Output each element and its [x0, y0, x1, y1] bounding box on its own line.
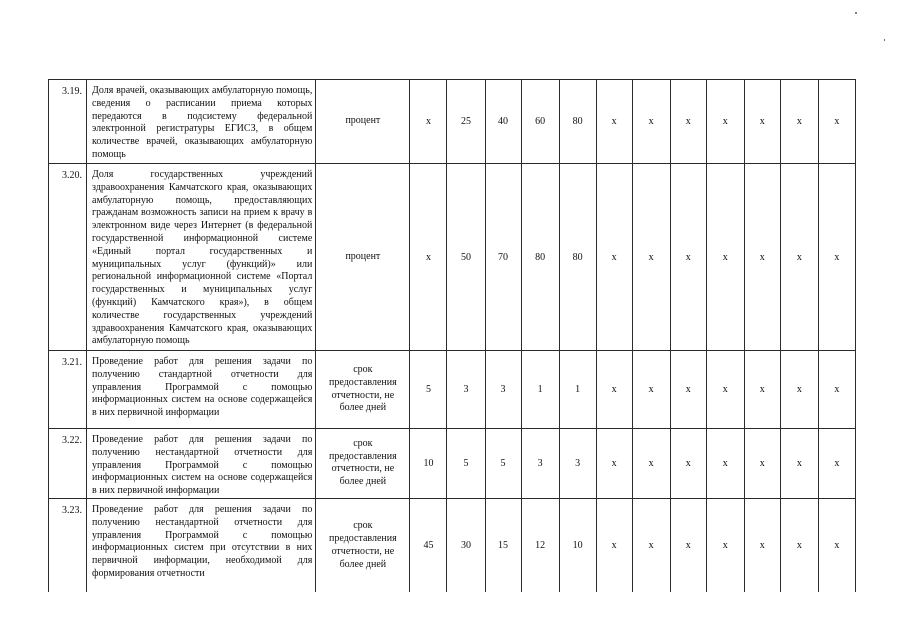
unit-of-measure: процент [316, 164, 410, 351]
value-cell: 10 [559, 498, 596, 592]
row-number: 3.19. [49, 80, 87, 164]
value-cell: х [706, 498, 744, 592]
indicator-description: Доля врачей, оказывающих амбулаторную помощь, сведения о расписании приема которых передаются в подсистему федеральной электронной регистратуры ЕГИСЗ, в общем количестве врачей, оказывающих амбулаторную помощь [87, 80, 316, 164]
value-cell: х [706, 351, 744, 429]
unit-of-measure: срок предоставления отчетности, не более дней [316, 429, 410, 499]
indicators-table [48, 79, 856, 592]
value-cell: х [818, 164, 855, 351]
value-cell: х [670, 351, 706, 429]
unit-of-measure: срок предоставления отчетности, не более дней [316, 351, 410, 429]
value-cell: х [706, 80, 744, 164]
table-row [49, 164, 856, 351]
value-cell: х [410, 80, 447, 164]
value-cell: 10 [410, 429, 447, 499]
value-cell: 5 [485, 429, 521, 499]
row-number: 3.20. [49, 164, 87, 351]
row-number: 3.22. [49, 429, 87, 499]
table-row [49, 351, 856, 429]
value-cell: х [596, 351, 632, 429]
value-cell: х [670, 498, 706, 592]
value-cell: х [632, 498, 670, 592]
value-cell: 30 [447, 498, 485, 592]
table-row [49, 80, 856, 164]
value-cell: 3 [559, 429, 596, 499]
value-cell: х [780, 429, 818, 499]
value-cell: х [818, 80, 855, 164]
table-row [49, 429, 856, 499]
value-cell: х [632, 429, 670, 499]
value-cell: 80 [559, 164, 596, 351]
table-row [49, 498, 856, 592]
value-cell: 3 [447, 351, 485, 429]
value-cell: 50 [447, 164, 485, 351]
value-cell: х [596, 164, 632, 351]
value-cell: х [818, 351, 855, 429]
value-cell: 80 [559, 80, 596, 164]
value-cell: 12 [521, 498, 559, 592]
value-cell: 1 [559, 351, 596, 429]
indicator-description: Проведение работ для решения задачи по получению нестандартной отчетности для управления Программой с помощью информационных систем при отсутствии в них первичной информации, необходимой для формирования отчетности [87, 498, 316, 592]
scan-speck [884, 39, 885, 41]
value-cell: х [632, 351, 670, 429]
value-cell: 3 [485, 351, 521, 429]
value-cell: 1 [521, 351, 559, 429]
value-cell: х [670, 164, 706, 351]
value-cell: х [780, 498, 818, 592]
value-cell: х [410, 164, 447, 351]
value-cell: 5 [410, 351, 447, 429]
value-cell: х [744, 429, 780, 499]
value-cell: 3 [521, 429, 559, 499]
indicator-description: Проведение работ для решения задачи по получению стандартной отчетности для управления Программой с помощью информационных систем на основе содержащейся в них первичной информации [87, 351, 316, 429]
unit-of-measure: срок предоставления отчетности, не более дней [316, 498, 410, 592]
value-cell: х [632, 164, 670, 351]
value-cell: 5 [447, 429, 485, 499]
value-cell: х [596, 498, 632, 592]
value-cell: х [818, 498, 855, 592]
value-cell: х [744, 351, 780, 429]
value-cell: х [706, 429, 744, 499]
value-cell: х [632, 80, 670, 164]
value-cell: х [744, 80, 780, 164]
value-cell: 15 [485, 498, 521, 592]
value-cell: 45 [410, 498, 447, 592]
value-cell: 80 [521, 164, 559, 351]
value-cell: х [670, 80, 706, 164]
value-cell: х [780, 164, 818, 351]
indicator-description: Проведение работ для решения задачи по получению нестандартной отчетности для управления Программой с помощью информационных систем на основе содержащейся в них первичной информации [87, 429, 316, 499]
value-cell: х [706, 164, 744, 351]
value-cell: х [596, 429, 632, 499]
row-number: 3.23. [49, 498, 87, 592]
value-cell: х [818, 429, 855, 499]
value-cell: 70 [485, 164, 521, 351]
row-number: 3.21. [49, 351, 87, 429]
value-cell: х [670, 429, 706, 499]
unit-of-measure: процент [316, 80, 410, 164]
value-cell: х [744, 498, 780, 592]
value-cell: х [744, 164, 780, 351]
value-cell: х [596, 80, 632, 164]
scan-speck [855, 12, 857, 14]
value-cell: 40 [485, 80, 521, 164]
indicator-description: Доля государственных учреждений здравоохранения Камчатского края, оказывающих амбулаторную помощь, предоставляющих гражданам возможность записи на прием к врачу в электронном виде через Интернет (в федеральной государственной информационной системе «Единый портал государственных и муниципальных услуг (функций)» или региональной информационной системе «Портал государственных и муниципальных услуг (функций) Камчатского края»), в общем количестве государственных учреждений здравоохранения Камчатского края, оказывающих амбулаторную помощь [87, 164, 316, 351]
value-cell: х [780, 351, 818, 429]
value-cell: 60 [521, 80, 559, 164]
value-cell: 25 [447, 80, 485, 164]
value-cell: х [780, 80, 818, 164]
